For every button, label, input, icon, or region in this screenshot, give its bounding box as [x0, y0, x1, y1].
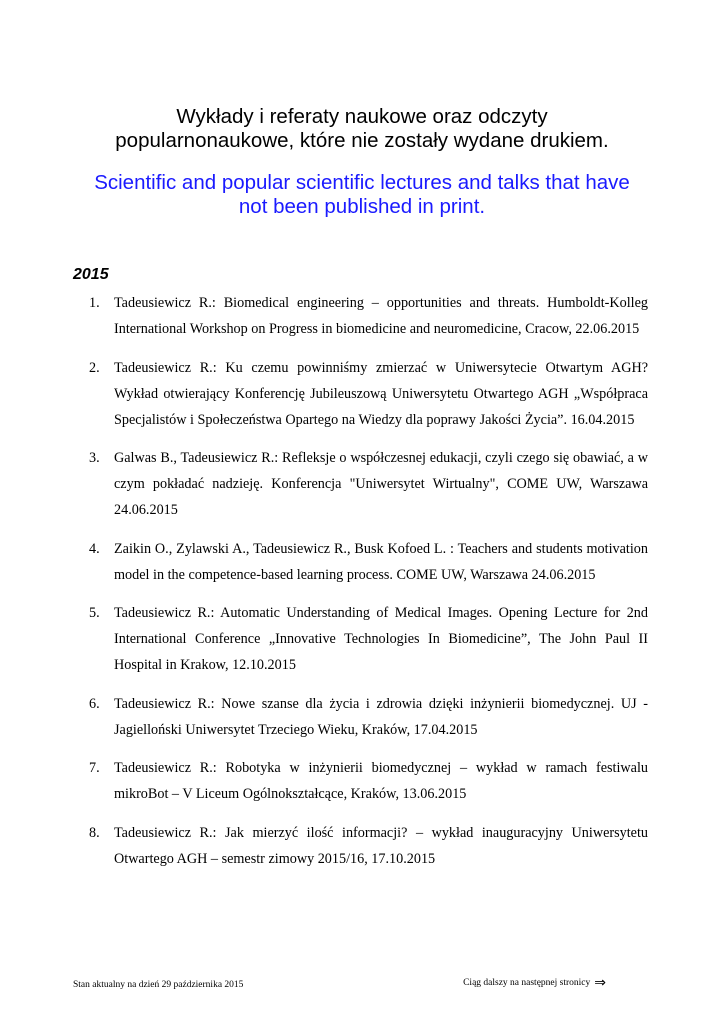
reference-text: Tadeusiewicz R.: Automatic Understanding of Medical Images. Opening Lecture for 2nd International Conference „Innovative Technologies In Biomedicine”, The John Paul II Hospital in Krakow, 12.10.2015: [114, 605, 648, 673]
reference-number: 1.: [89, 295, 100, 311]
reference-item: [73, 820, 648, 872]
reference-text: Zaikin O., Zylawski A., Tadeusiewicz R., Busk Kofoed L. : Teachers and students motivation model in the competence-based learning process. COME UW, Warszawa 24.06.2015: [114, 540, 648, 583]
reference-number: 8.: [89, 824, 100, 841]
reference-text: Tadeusiewicz R.: Ku czemu powinniśmy zmierzać w Uniwersytecie Otwartym AGH? Wykład otwierający Konferencję Jubileuszową Uniwersytetu Otwartego AGH „Współpraca Specjalistów i Społeczeństwa Opartego na Wiedzy dla poprawy Jakości Życia”. 16.04.2015: [114, 359, 648, 428]
title-en-line2: not been published in print.: [238, 195, 486, 218]
reference-text: Galwas B., Tadeusiewicz R.: Refleksje o współczesnej edukacji, czyli czego się obawiać, a w czym pokładać nadzieję. Konferencja "Uniwersytet Wirtualny", COME UW, Warszawa 24.06.2015: [114, 450, 648, 518]
page-title-polish: [60, 105, 664, 153]
reference-number: 4.: [89, 540, 100, 557]
section-year-heading: 2015: [73, 266, 109, 283]
reference-number: 3.: [89, 450, 100, 466]
title-pl-line2: popularnonaukowe, które nie zostały wydane drukiem.: [115, 129, 609, 152]
reference-number: 5.: [89, 605, 100, 621]
reference-item: [73, 290, 648, 342]
reference-item: [73, 536, 648, 588]
reference-item: [73, 691, 648, 743]
footer-status-date: Stan aktualny na dzień 29 października 2015: [73, 980, 244, 990]
title-pl-line1: Wykłady i referaty naukowe oraz odczyty: [176, 105, 548, 128]
reference-text: Tadeusiewicz R.: Jak mierzyć ilość informacji? – wykład inauguracyjny Uniwersytetu Otwartego AGH – semestr zimowy 2015/16, 17.10.2015: [114, 824, 648, 867]
reference-text: Tadeusiewicz R.: Robotyka w inżynierii biomedycznej – wykład w ramach festiwalu mikroBot – V Liceum Ogólnokształcące, Kraków, 13.06.2015: [114, 760, 648, 802]
title-en-line1: Scientific and popular scientific lectures and talks that have: [94, 171, 630, 194]
reference-number: 2.: [89, 359, 100, 376]
double-arrow-right-icon: ⇒: [594, 975, 606, 991]
reference-item: [73, 355, 648, 433]
footer-continued-text: Ciąg dalszy na następnej stronicy: [463, 978, 591, 988]
reference-item: [73, 755, 648, 807]
reference-item: [73, 600, 648, 678]
reference-text: Tadeusiewicz R.: Nowe szanse dla życia i zdrowia dzięki inżynierii biomedycznej. UJ - Jagielloński Uniwersytet Trzeciego Wieku, Kraków, 17.04.2015: [114, 695, 648, 738]
reference-item: [73, 445, 648, 523]
reference-number: 6.: [89, 695, 100, 712]
footer-continued-note: [463, 976, 606, 990]
reference-text: Tadeusiewicz R.: Biomedical engineering – opportunities and threats. Humboldt-Kolleg International Workshop on Progress in biomedicine and neuromedicine, Cracow, 22.06.2015: [114, 295, 648, 337]
reference-number: 7.: [89, 760, 100, 776]
page-title-english: [60, 171, 664, 219]
reference-list: [73, 290, 648, 884]
